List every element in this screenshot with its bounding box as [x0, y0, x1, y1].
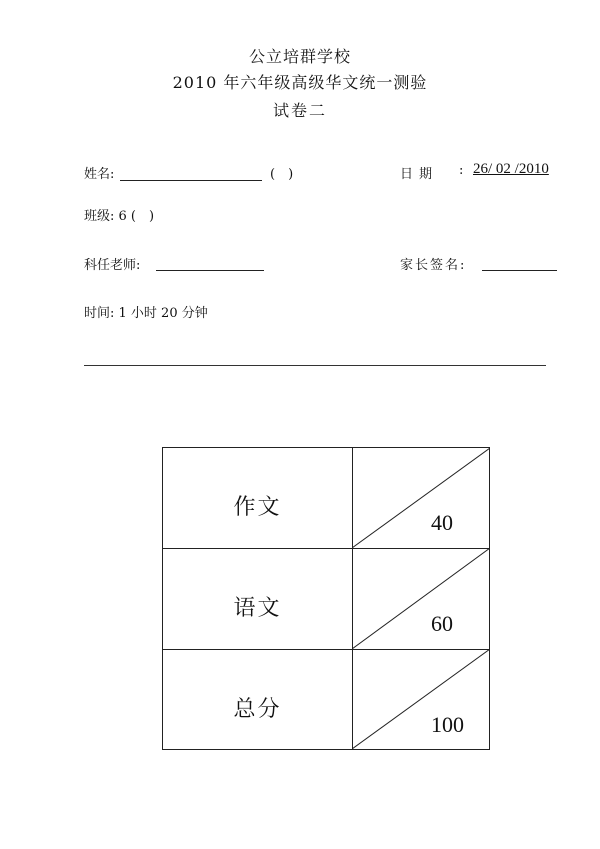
score-table	[162, 447, 490, 750]
name-field[interactable]	[120, 180, 262, 181]
school-name: 公立培群学校	[248, 47, 351, 66]
exam-title: 2010 年六年级高级华文统一测验	[172, 73, 428, 92]
table-row-label: 语文	[233, 596, 282, 621]
date-colon: :	[459, 163, 464, 178]
date-label: 日期	[400, 167, 439, 182]
teacher-label: 科任老师:	[84, 258, 141, 273]
name-label: 姓名:	[84, 167, 115, 182]
table-row-label: 总分	[233, 697, 282, 722]
table-row-score: 40	[431, 510, 453, 535]
parent-signature-label: 家长签名:	[400, 258, 467, 273]
divider-line	[84, 365, 546, 366]
table-row-score: 100	[431, 712, 464, 737]
time-label: 时间: 1 小时 20 分钟	[84, 306, 208, 321]
table-row-score: 60	[431, 611, 453, 636]
table-row-label: 作文	[233, 495, 282, 520]
paper-number: 试卷二	[272, 101, 327, 120]
name-paren: ( )	[270, 167, 294, 182]
teacher-field[interactable]	[156, 270, 264, 271]
parent-signature-field[interactable]	[482, 270, 557, 271]
score-diagonals	[352, 448, 490, 749]
class-label: 班级: 6 ( )	[84, 209, 155, 224]
date-value: 26/ 02 /2010	[473, 161, 549, 177]
